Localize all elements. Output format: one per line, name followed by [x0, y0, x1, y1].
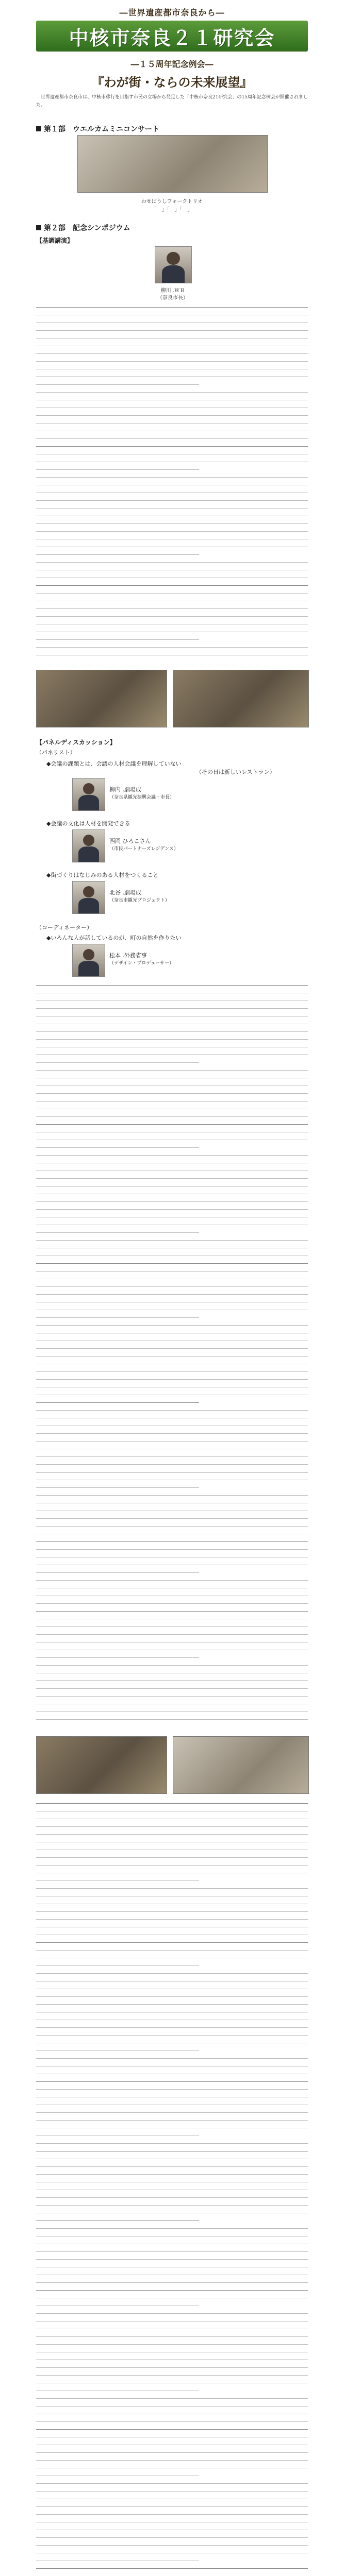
text-line — [36, 2004, 308, 2005]
text-line — [36, 562, 308, 563]
section2-heading — [36, 223, 130, 233]
text-line — [36, 2483, 308, 2484]
text-line — [36, 1973, 308, 1974]
text-line — [36, 1240, 308, 1241]
text-line — [36, 330, 308, 331]
text-line — [36, 2506, 308, 2507]
text-line — [36, 1487, 199, 1488]
text-line — [36, 647, 308, 648]
text-line — [36, 1232, 199, 1233]
text-line — [36, 2143, 308, 2144]
panel-q3: ◆街づくりはなじみのある人材をつくること — [46, 872, 159, 878]
text-line — [36, 1263, 308, 1264]
text-line — [36, 1541, 308, 1542]
text-line — [36, 1611, 308, 1612]
panel-q2: ◆会議の文化は人材を開発できる — [46, 820, 130, 827]
text-line — [36, 1124, 308, 1125]
text-line — [36, 1116, 308, 1117]
speaker-name: 柳川 .ＷＢ — [160, 288, 185, 294]
text-line — [36, 1039, 308, 1040]
text-line — [36, 2166, 308, 2167]
text-line — [36, 2058, 308, 2059]
text-line — [36, 585, 308, 586]
keynote-body — [36, 307, 308, 663]
text-line — [36, 593, 308, 594]
text-line — [36, 2313, 308, 2314]
text-line — [36, 1888, 308, 1889]
text-line — [36, 1093, 308, 1094]
concert-caption-names: 「 」「 」「 」 — [151, 207, 193, 213]
text-line — [36, 469, 199, 470]
panelist1-name: 柳内 .劇場成 — [109, 786, 141, 793]
text-line — [36, 1942, 308, 1943]
section1-heading-text: 第１部 ウエルカムミニコンサート — [44, 125, 159, 133]
text-line — [36, 1325, 308, 1326]
text-line — [36, 531, 308, 532]
text-line — [36, 2050, 199, 2051]
text-line — [36, 1880, 199, 1881]
text-line — [36, 2537, 308, 2538]
text-line — [36, 2514, 308, 2515]
panelist3-portrait — [72, 881, 105, 914]
text-line — [36, 392, 308, 393]
text-line — [36, 1572, 199, 1573]
text-line — [36, 2174, 308, 2175]
text-line — [36, 1209, 308, 1210]
text-line — [36, 2089, 308, 2090]
text-line — [36, 1518, 308, 1519]
coordinator-label: （コーディネーター） — [36, 924, 93, 931]
text-line — [36, 1286, 308, 1287]
intro-block — [36, 94, 308, 109]
text-line — [36, 2344, 308, 2345]
text-line — [36, 1495, 308, 1496]
text-line — [36, 2120, 308, 2121]
text-line — [36, 2460, 308, 2461]
text-line — [36, 1719, 308, 1720]
text-line — [36, 1317, 199, 1318]
page-title: 中核市奈良２１研究会 — [69, 26, 275, 49]
discussion-body-1 — [36, 985, 308, 1727]
panelist3-role: （奈良市観光プロジェクト） — [109, 898, 170, 903]
text-line — [36, 1294, 308, 1295]
text-line — [36, 1834, 308, 1835]
text-line — [36, 1464, 308, 1465]
discussion-body-2 — [36, 1803, 308, 2576]
text-line — [36, 2027, 308, 2028]
text-line — [36, 1911, 308, 1912]
text-line — [36, 2035, 308, 2036]
text-line — [36, 608, 308, 609]
text-line — [36, 2568, 308, 2569]
text-line — [36, 1410, 308, 1411]
text-line — [36, 639, 199, 640]
text-line — [36, 500, 308, 501]
text-line — [36, 1186, 308, 1187]
text-line — [36, 1965, 199, 1966]
text-line — [36, 1155, 308, 1156]
text-line — [36, 2259, 308, 2260]
text-line — [36, 1178, 308, 1179]
text-line — [36, 523, 308, 524]
section1-heading — [36, 124, 159, 134]
text-line — [36, 1919, 308, 1920]
text-line — [36, 1826, 308, 1827]
text-line — [36, 2228, 308, 2229]
panelist1-role: （奈良県観光振興会議・市長） — [109, 795, 175, 800]
text-line — [36, 1865, 308, 1866]
text-line — [36, 1803, 308, 1804]
text-line — [36, 1070, 308, 1071]
text-line — [36, 2375, 308, 2376]
section2-heading-text: 第２部 記念シンポジウム — [44, 224, 130, 232]
text-line — [36, 1441, 308, 1442]
text-line — [36, 1626, 308, 1627]
text-line — [36, 477, 308, 478]
panel-label: 【パネルディスカッション】 — [36, 739, 116, 746]
text-line — [36, 2336, 308, 2337]
text-line — [36, 2398, 308, 2399]
text-line — [36, 1008, 308, 1009]
intro-text: 世界遺産都市奈良市は、中核市移行を目指す市民の立場から発足した「中核市奈良21研究会」の15周年記念例会が開催されました。 — [36, 95, 308, 108]
text-line — [36, 1201, 308, 1202]
text-line — [36, 2429, 308, 2430]
text-line — [36, 1665, 308, 1666]
text-line — [36, 1433, 308, 1434]
text-line — [36, 1147, 199, 1148]
text-line — [36, 2421, 308, 2422]
text-line — [36, 2452, 308, 2453]
text-line — [36, 1634, 308, 1635]
panel-photo-right — [173, 1736, 309, 1794]
panelist2-portrait — [72, 829, 105, 862]
text-line — [36, 1580, 308, 1581]
text-line — [36, 1062, 199, 1063]
text-line — [36, 1348, 308, 1349]
text-line — [36, 985, 308, 986]
text-line — [36, 307, 308, 308]
panelist1-portrait — [72, 778, 105, 811]
concert-caption-group: わせばうしフォークトリオ — [141, 199, 203, 205]
text-line — [36, 2081, 308, 2082]
text-line — [36, 1996, 308, 1997]
panel-q4: ◆いろんな人が話しているのが、町の自然を作りたい — [46, 935, 182, 941]
text-line — [36, 438, 308, 439]
text-line — [36, 1688, 308, 1689]
text-line — [36, 2251, 308, 2252]
text-line — [36, 1456, 308, 1457]
coordinator-portrait — [72, 944, 105, 977]
panelist2-role: （市民パートナーズレジデンス） — [109, 846, 178, 852]
text-line — [36, 1603, 308, 1604]
text-line — [36, 1031, 308, 1032]
text-line — [36, 2491, 308, 2492]
text-line — [36, 1711, 308, 1712]
keynote-label: 【基調講演】 — [36, 237, 74, 244]
text-line — [36, 2290, 308, 2291]
text-line — [36, 2367, 308, 2368]
text-line — [36, 554, 199, 555]
panel-photo-left — [36, 1736, 167, 1794]
concert-photo — [77, 135, 268, 193]
text-line — [36, 1371, 308, 1372]
text-line — [36, 2545, 308, 2546]
text-line — [36, 1549, 308, 1550]
square-bullet-icon — [36, 126, 41, 131]
text-line — [36, 415, 308, 416]
text-line — [36, 1657, 199, 1658]
text-line — [36, 361, 308, 362]
title-banner — [36, 21, 308, 52]
coordinator-role: （デザイン・プロデューサー） — [109, 961, 174, 966]
square-bullet-icon — [36, 225, 41, 230]
text-line — [36, 1526, 308, 1527]
page-theme: 『わが街・ならの未来展望』 — [91, 75, 253, 90]
text-line — [36, 1696, 308, 1697]
header-kicker: ―世界遺産都市奈良から― — [119, 8, 225, 18]
text-line — [36, 1271, 308, 1272]
speaker-role: （奈良市長） — [157, 295, 188, 301]
coordinator-name: 松本 .外務省事 — [109, 952, 147, 959]
audience-photo-left — [36, 670, 167, 727]
panelists-label: （パネリスト） — [36, 749, 76, 756]
panelist2-name: 西岡 ひろこさん — [109, 838, 151, 844]
panel-q1-tag: （その日は新しいレストラン） — [196, 769, 275, 775]
text-line — [36, 1356, 308, 1357]
panelist3-name: 北谷 .劇場成 — [109, 889, 141, 896]
text-line — [36, 1402, 199, 1403]
text-line — [36, 2282, 308, 2283]
text-line — [36, 616, 308, 617]
text-line — [36, 508, 308, 509]
text-line — [36, 446, 308, 447]
text-line — [36, 1857, 308, 1858]
text-line — [36, 1950, 308, 1951]
text-line — [36, 384, 199, 385]
panel-q1: ◆会議の課題とは、会議の人材会議を理解していない — [46, 760, 182, 767]
page-subtitle: ―１５周年記念例会― — [130, 59, 214, 69]
text-line — [36, 2197, 308, 2198]
text-line — [36, 2112, 308, 2113]
text-line — [36, 1379, 308, 1380]
speaker-portrait — [155, 246, 192, 283]
text-line — [36, 2205, 308, 2206]
audience-photo-right — [173, 670, 309, 727]
text-line — [36, 353, 308, 354]
